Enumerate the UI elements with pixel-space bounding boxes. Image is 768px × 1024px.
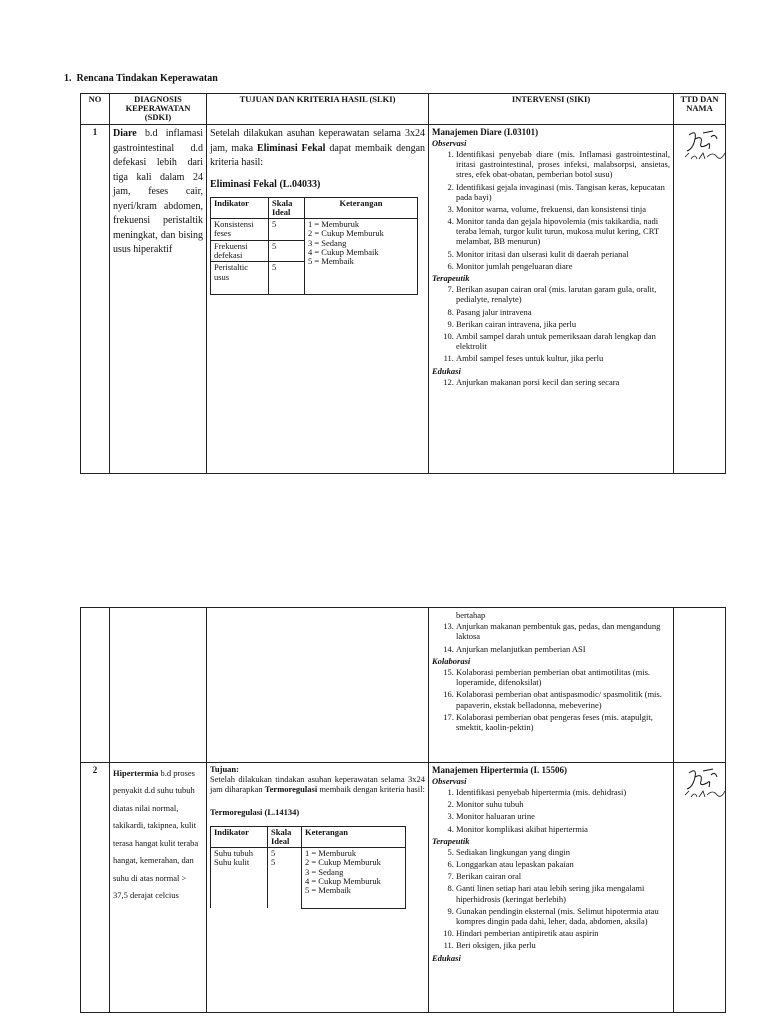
terapeutik-label: Terapeutik <box>432 273 470 284</box>
outcome-table <box>210 826 406 909</box>
indicator-scale: 5 <box>269 240 305 262</box>
observasi-list <box>432 787 670 834</box>
diagnosis-text: b.d proses penyakit d.d suhu tubuh diatas nilai normal, takikardi, takipnea, kulit terasa hangat kulit teraba hangat, kemerahan, dan suhu di atas normal > 37,5 derajat celcius <box>113 768 199 900</box>
col-skala: Skala Ideal <box>268 827 302 848</box>
terapeutik-list <box>432 847 670 951</box>
intervention-cell <box>429 125 674 474</box>
outcome-title: Eliminasi Fekal (L.04033) <box>210 178 321 190</box>
observasi-label: Observasi <box>432 775 467 786</box>
col-indikator: Indikator <box>211 827 268 848</box>
list-item: 10. Hindari pemberian antipiretik atau aspirin <box>456 928 670 938</box>
list-item: 10. Ambil sampel darah untuk pemeriksaan darah lengkap dan elektrolit <box>456 331 670 351</box>
intervention-title: Manajemen Hipertermia (I. 15506) <box>432 765 567 775</box>
col-skala: Skala Ideal <box>269 198 305 219</box>
list-item: 1. Identifikasi penyebab hipertermia (mis. dehidrasi) <box>456 787 670 797</box>
diagnosis-cell <box>110 763 207 1013</box>
signature-icon <box>683 129 727 165</box>
indicator-name: Suhu tubuh Suhu kulit <box>211 847 268 908</box>
signature-cell <box>674 125 726 474</box>
header-tujuan: TUJUAN DAN KRITERIA HASIL (SLKI) <box>207 94 429 125</box>
indicator-scale: 5 5 <box>268 847 302 908</box>
indicator-name: Peristaltic usus <box>211 262 269 295</box>
goal-cell <box>207 125 429 474</box>
indicator-name: Frekuensi defekasi <box>211 240 269 262</box>
diagnosis-text: b.d inflamasi gastrointestinal d.d defekasi lebih dari tiga kali dalam 24 jam, feses cair, nyeri/kram abdomen, frekuensi peristaltik meningkat, dan bising usus hiperaktif <box>113 128 203 255</box>
list-item: 4. Monitor tanda dan gejala hipovolemia (mis takikardia, nadi teraba lemah, turgor kulit turun, mukosa mulut kering, CRT melambat, BB menurun) <box>456 216 670 247</box>
list-item: 1. Identifikasi penyebab diare (mis. Inflamasi gastrointestinal, iritasi gastrointestinal, proses infeksi, malabsorpsi, ansietas, stres, efek obat-obatan, pemberian botol susu) <box>456 149 670 180</box>
observasi-label: Observasi <box>432 137 467 148</box>
edukasi-list <box>432 377 670 387</box>
kolaborasi-list <box>432 667 670 732</box>
care-plan-table <box>80 93 726 474</box>
signature-cell <box>674 763 726 1013</box>
header-diagnosis: DIAGNOSIS KEPERAWATAN (SDKI) <box>110 94 207 125</box>
list-item: 12. Anjurkan makanan porsi kecil dan sering secara <box>456 377 670 387</box>
list-item: 3. Monitor warna, volume, frekuensi, dan konsistensi tinja <box>456 204 670 214</box>
diagnosis-cell <box>110 125 207 474</box>
header-intervensi: INTERVENSI (SIKI) <box>429 94 674 125</box>
list-item: 17. Kolaborasi pemberian obat pengeras feses (mis. atapulgit, smektit, kaolin-pektin) <box>456 712 670 732</box>
signature-icon <box>683 767 727 803</box>
col-keterangan: Keterangan <box>302 827 406 848</box>
list-item: 16. Kolaborasi pemberian obat antispasmodic/ spasmolitik (mis. papaverin, ekstak belladonna, mebeverine) <box>456 689 670 709</box>
list-item: 9. Gunakan pendingin eksternal (mis. Selimut hipotermia atau kompres dingin pada dahi, leher, dada, abdomen, aksila) <box>456 906 670 926</box>
header-ttd: TTD DAN NAMA <box>674 94 726 125</box>
empty-cell <box>110 608 207 763</box>
keterangan-list: 1 = Memburuk 2 = Cukup Memburuk 3 = Sedang 4 = Cukup Membaik 5 = Membaik <box>305 218 418 294</box>
col-indikator: Indikator <box>211 198 269 219</box>
indicator-scale: 5 <box>269 218 305 240</box>
goal-text: Setelah dilakukan tindakan asuhan keperawatan selama 3x24 jam diharapkan Termoregulasi membaik dengan kriteria hasil: <box>210 773 425 794</box>
list-item: 6. Longgarkan atau lepaskan pakaian <box>456 859 670 869</box>
list-item: 9. Berikan cairan intravena, jika perlu <box>456 319 670 329</box>
header-no: NO <box>81 94 110 125</box>
row-number: 2 <box>81 763 110 1013</box>
outcome-title: Termoregulasi (L.14134) <box>210 807 300 818</box>
goal-text: Setelah dilakukan asuhan keperawatan selama 3x24 jam, maka Eliminasi Fekal dapat membaik dengan kriteria hasil: <box>210 128 426 168</box>
keterangan-list: 1 = Memburuk 2 = Cukup Memburuk 3 = Sedang 4 = Cukup Memburuk 5 = Membaik <box>302 847 406 908</box>
list-item: 8. Pasang jalur intravena <box>456 307 670 317</box>
list-item: 6. Monitor jumlah pengeluaran diare <box>456 261 670 271</box>
indicator-scale: 5 <box>269 262 305 295</box>
care-plan-table-continued <box>80 607 726 1013</box>
section-heading: 1. Rencana Tindakan Keperawatan <box>64 73 218 84</box>
list-item: 4. Monitor komplikasi akibat hipertermia <box>456 824 670 834</box>
empty-cell <box>81 608 110 763</box>
diagnosis-title: Hipertermia <box>113 768 159 778</box>
outcome-table <box>210 197 418 295</box>
terapeutik-label: Terapeutik <box>432 835 470 846</box>
diagnosis-title: Diare <box>113 128 137 139</box>
row-number: 1 <box>81 125 110 474</box>
empty-cell <box>207 608 429 763</box>
list-item: 2. Identifikasi gejala invaginasi (mis. Tangisan keras, kepucatan pada bayi) <box>456 182 670 202</box>
edukasi-label: Edukasi <box>432 365 461 376</box>
list-item: 5. Sediakan lingkungan yang dingin <box>456 847 670 857</box>
continued-text: bertahap <box>456 610 486 620</box>
edukasi-label: Edukasi <box>432 952 461 963</box>
list-item: 14. Anjurkan melanjutkan pemberian ASI <box>456 644 670 654</box>
list-item: 11. Beri oksigen, jika perlu <box>456 940 670 950</box>
goal-label: Tujuan: <box>210 764 239 774</box>
list-item: 5. Monitor iritasi dan ulserasi kulit di daerah perianal <box>456 249 670 259</box>
list-item: 7. Berikan asupan cairan oral (mis. larutan garam gula, oralit, pedialyte, renalyte) <box>456 284 670 304</box>
intervention-cell <box>429 763 674 1013</box>
kolaborasi-label: Kolaborasi <box>432 655 471 666</box>
intervention-cell-continued <box>429 608 674 763</box>
list-item: 13. Anjurkan makanan pembentuk gas, pedas, dan mengandung laktosa <box>456 621 670 641</box>
intervention-title: Manajemen Diare (I.03101) <box>432 127 539 137</box>
list-item: 11. Ambil sampel feses untuk kultur, jika perlu <box>456 353 670 363</box>
observasi-list <box>432 149 670 271</box>
empty-cell <box>674 608 726 763</box>
indicator-name: Konsistensi feses <box>211 218 269 240</box>
list-item: 3. Monitor haluaran urine <box>456 811 670 821</box>
list-item: 15. Kolaborasi pemberian pemberian obat antimotilitas (mis. loperamide, difenoksilat) <box>456 667 670 687</box>
edukasi-list-continued <box>432 621 670 654</box>
list-item: 7. Berikan cairan oral <box>456 871 670 881</box>
col-keterangan: Keterangan <box>305 198 418 219</box>
list-item: 8. Ganti linen setiap hari atau lebih sering jika mengalami hiperhidrosis (keringat berlebih) <box>456 883 670 903</box>
goal-cell <box>207 763 429 1013</box>
terapeutik-list <box>432 284 670 363</box>
list-item: 2. Monitor suhu tubuh <box>456 799 670 809</box>
